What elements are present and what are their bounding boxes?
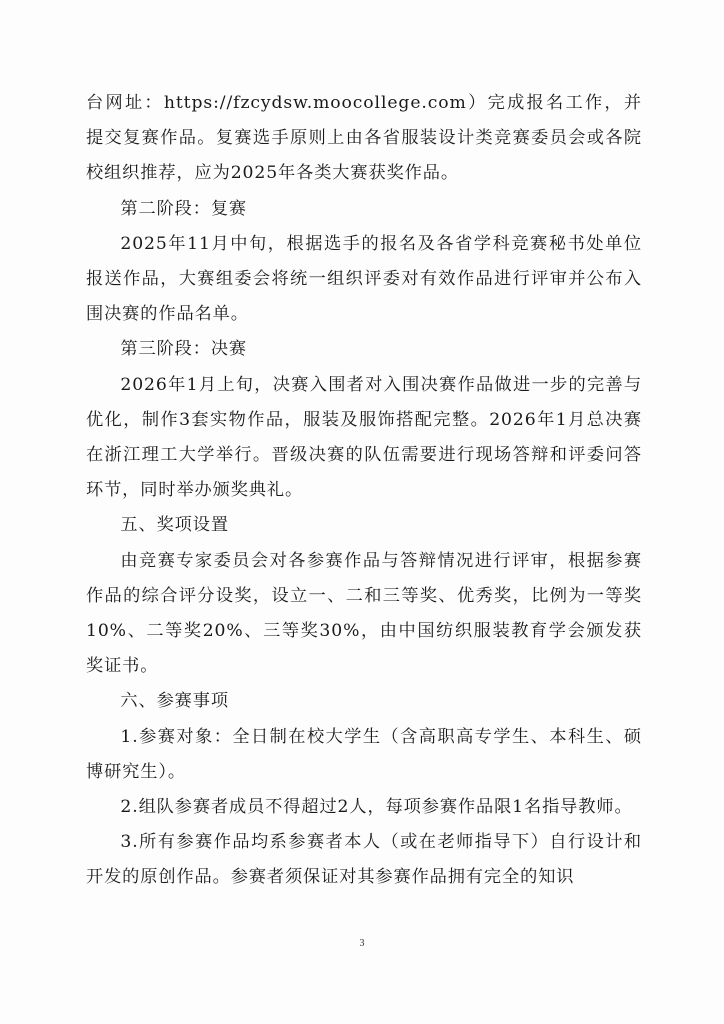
document-body: [86, 86, 642, 896]
paragraph-team-size: 2.组队参赛者成员不得超过2人，每项参赛作品限1名指导教师。: [120, 797, 633, 818]
page-number: 3: [359, 938, 365, 949]
paragraph-stage-three: 2026年1月上旬，决赛入围者对入围决赛作品做进一步的完善与优化，制作3套实物作品，服装及服饰搭配完整。2026年1月总决赛在浙江理工大学举行。晋级决赛的队伍需要进行现场答辩和评委问答环节，同时举办颁奖典礼。: [86, 374, 642, 501]
heading-matters: 六、参赛事项: [120, 691, 229, 712]
heading-awards: 五、奖项设置: [120, 515, 229, 536]
paragraph-registration: 台网址：https://fzcydsw.moocollege.com）完成报名工作，并提交复赛作品。复赛选手原则上由各省服装设计类竞赛委员会或各院校组织推荐，应为2025年各类大赛获奖作品。: [86, 93, 642, 184]
paragraph-awards: 由竞赛专家委员会对各参赛作品与答辩情况进行评审，根据参赛作品的综合评分设奖，设立一、二和三等奖、优秀奖，比例为一等奖10%、二等奖20%、三等奖30%，由中国纺织服装教育学会颁发获奖证书。: [86, 550, 642, 677]
paragraph-originality: 3.所有参赛作品均系参赛者本人（或在老师指导下）自行设计和开发的原创作品。参赛者须保证对其参赛作品拥有完全的知识: [86, 832, 642, 888]
heading-stage-three: 第三阶段：决赛: [120, 339, 248, 360]
paragraph-stage-two: 2025年11月中旬，根据选手的报名及各省学科竞赛秘书处单位报送作品，大赛组委会将统一组织评委对有效作品进行评审并公布入围决赛的作品名单。: [86, 233, 642, 325]
paragraph-eligibility: 1.参赛对象：全日制在校大学生（含高职高专学生、本科生、硕博研究生）。: [86, 726, 642, 782]
heading-stage-two: 第二阶段：复赛: [120, 198, 248, 219]
